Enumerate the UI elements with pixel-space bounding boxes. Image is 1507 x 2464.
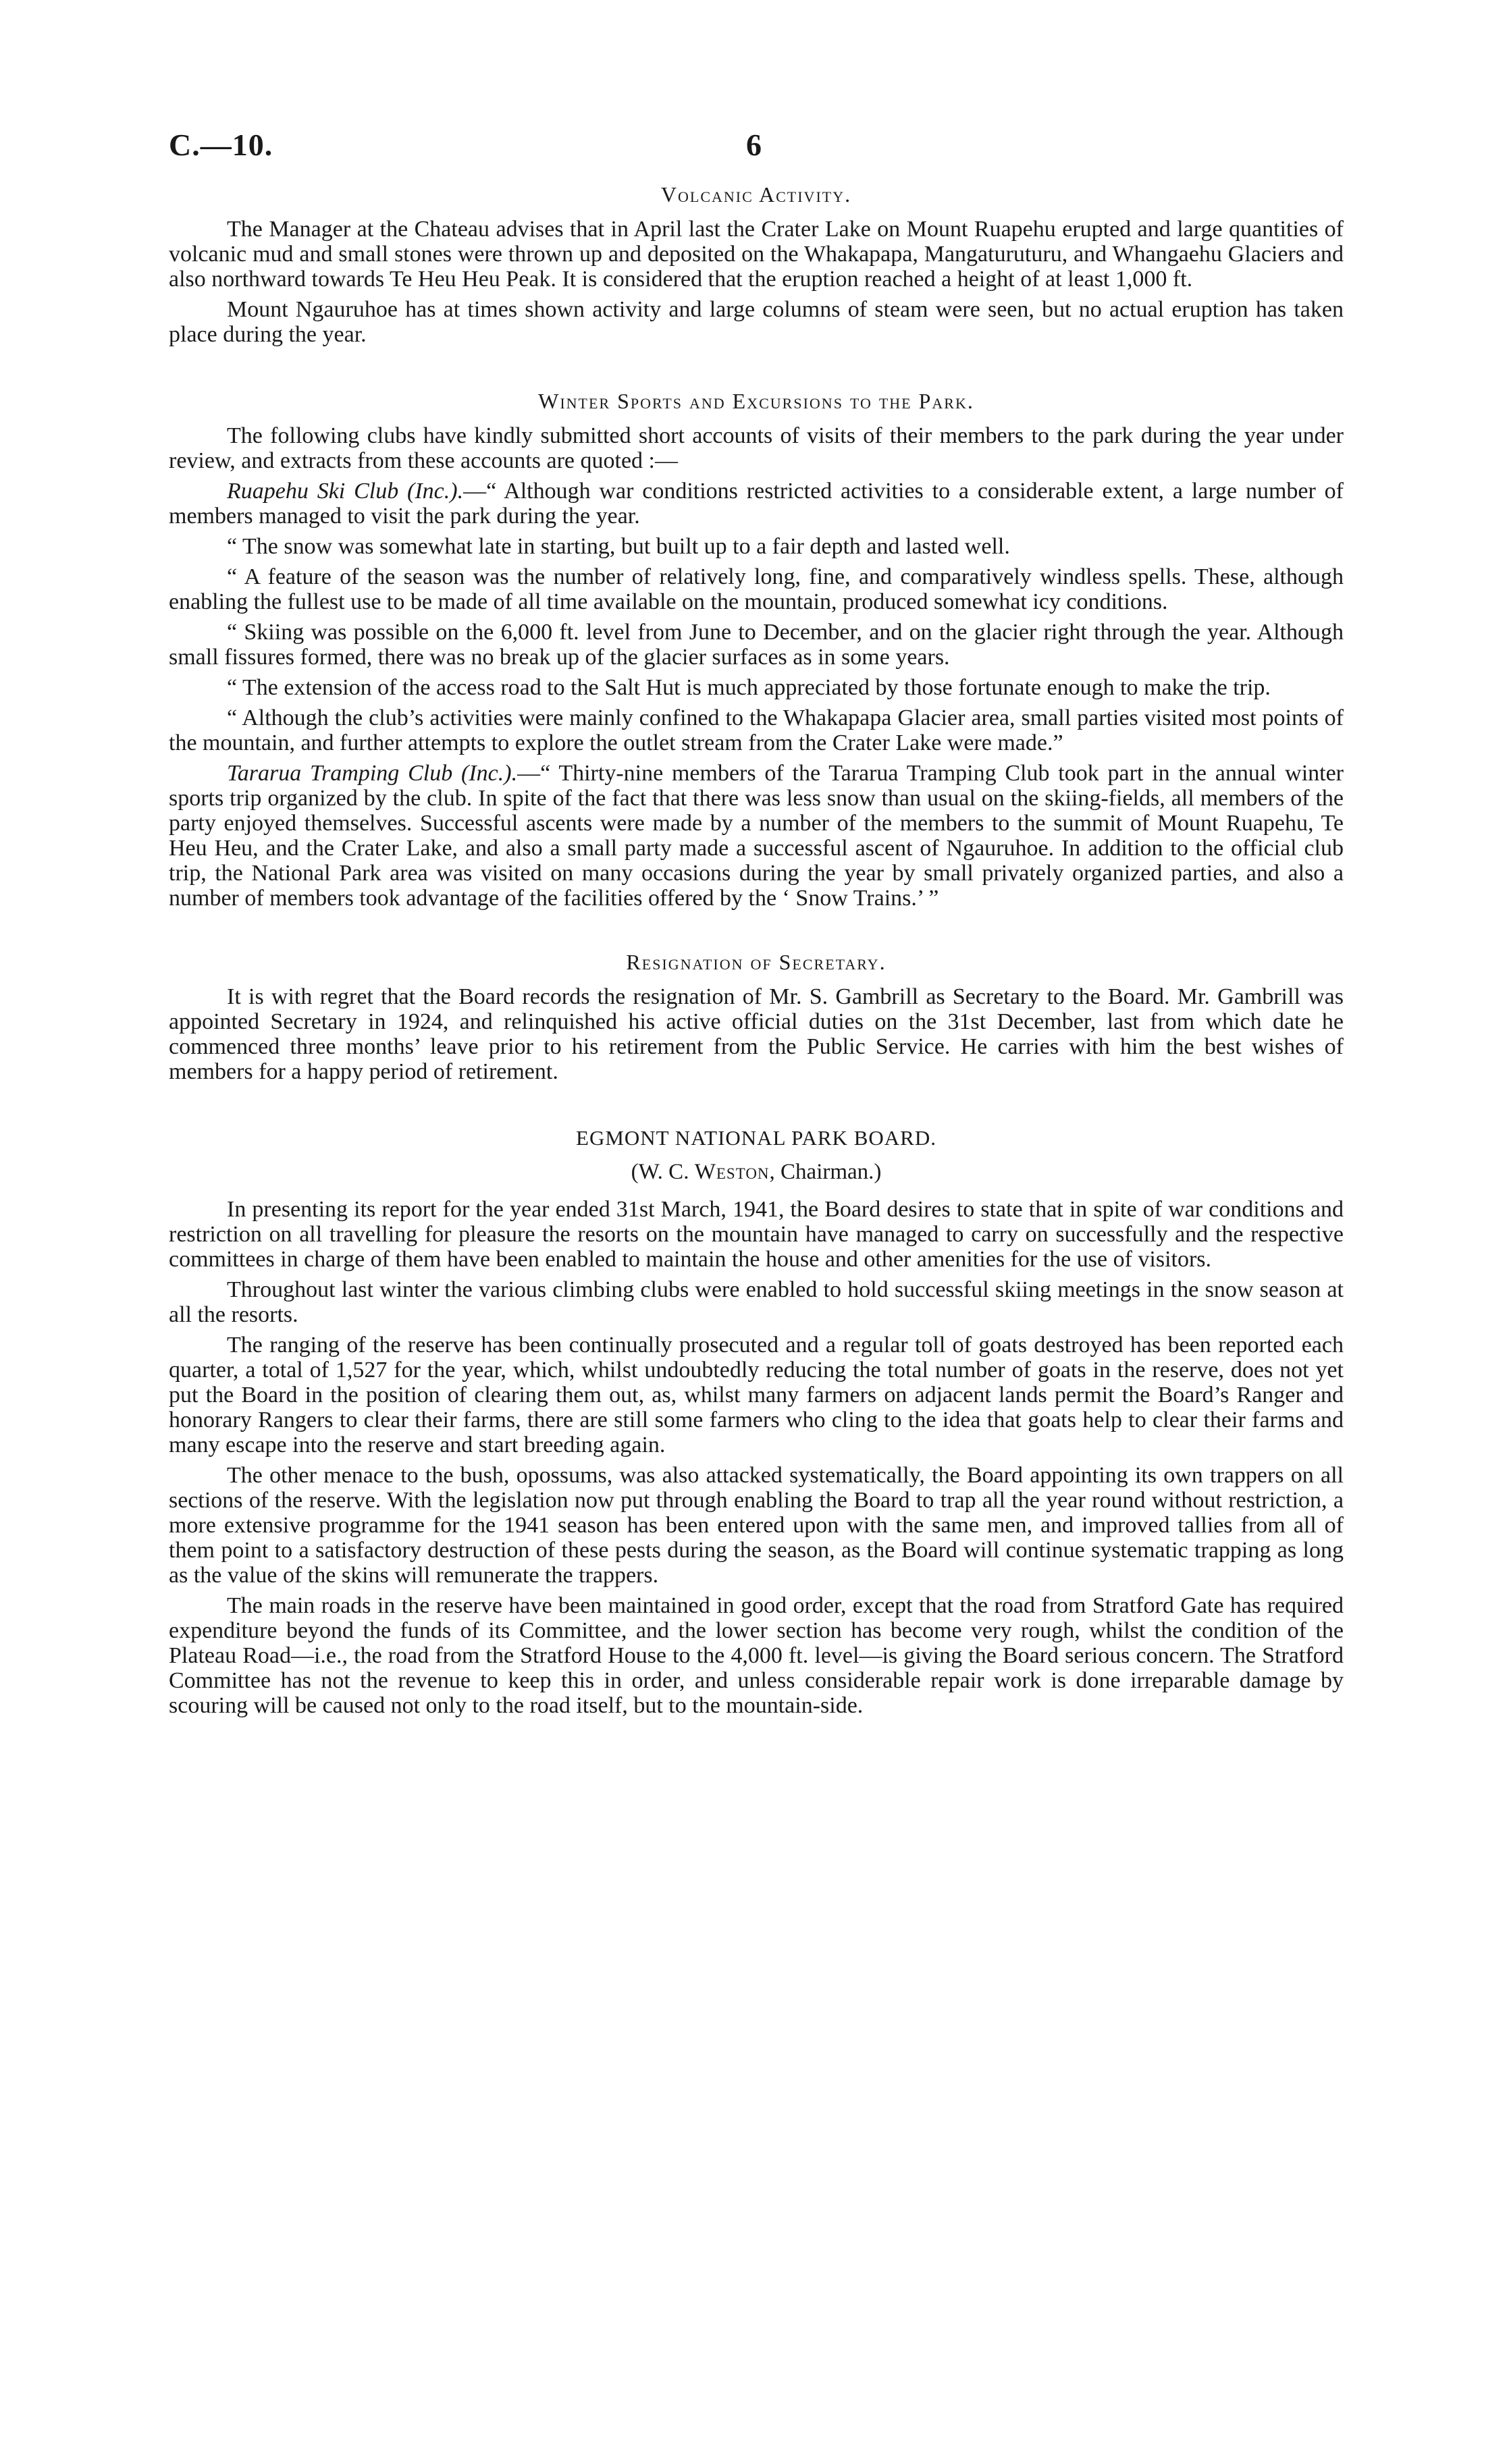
- club-name-ruapehu: Ruapehu Ski Club (Inc.).: [227, 479, 464, 504]
- paragraph: “ Although the club’s activities were mainly confined to the Whakapapa Glacier area, small parties visited most points of the mountain, and further attempts to explore the outlet stream from the Crater Lake were made.”: [169, 705, 1344, 755]
- chairman-prefix: (W. C.: [631, 1160, 695, 1184]
- paragraph: The main roads in the reserve have been maintained in good order, except that the road from Stratford Gate has required expenditure beyond the funds of its Committee, and the lower section has become very rough, whilst the condition of the Plateau Road—i.e., the road from the Stratford House to the 4,000 ft. level—is giving the Board serious concern. The Stratford Committee has not the revenue to keep this in order, and unless considerable repair work is done irreparable damage by scouring will be caused not only to the road itself, but to the mountain-side.: [169, 1593, 1344, 1718]
- club-report-text: —“ Although war conditions restricted activities to a considerable extent, a large number of members managed to visit the park during the year.: [169, 479, 1344, 529]
- section-heading-winter-sports: Winter Sports and Excursions to the Park.: [538, 389, 974, 413]
- club-name-tararua: Tararua Tramping Club (Inc.).: [227, 761, 518, 786]
- paragraph: Mount Ngauruhoe has at times shown activity and large columns of steam were seen, but no actual eruption has taken place during the year.: [169, 297, 1344, 347]
- club-report-text: —“ Thirty-nine members of the Tararua Tramping Club took part in the annual winter sports trip organized by the club. In spite of the fact that there was less snow than usual on the skiing-fields, all members of the party enjoyed themselves. Successful ascents were made by a number of the members to the summit of Mount Ruapehu, Te Heu Heu, and the Crater Lake, and also a small party made a successful ascent of Ngauruhoe. In addition to the official club trip, the National Park area was visited on many occasions during the year by small privately organized parties, and also a number of members took advantage of the facilities offered by the ‘ Snow Trains.’ ”: [169, 761, 1344, 911]
- board-title: EGMONT NATIONAL PARK BOARD.: [576, 1126, 936, 1150]
- paragraph: “ A feature of the season was the number of relatively long, fine, and comparatively windless spells. These, although enabling the fullest use to be made of all time available on the mountain, produced somewhat icy conditions.: [169, 564, 1344, 614]
- paragraph: “ Skiing was possible on the 6,000 ft. level from June to December, and on the glacier right through the year. Although small fissures formed, there was no break up of the glacier surfaces as in some years.: [169, 620, 1344, 670]
- paragraph: The other menace to the bush, opossums, was also attacked systematically, the Board appointing its own trappers on all sections of the reserve. With the legislation now put through enabling the Board to trap all the year round without restriction, a more extensive programme for the 1941 season has been entered upon with the same men, and improved tallies from all of them point to a satisfactory destruction of these pests during the season, as the Board will continue systematic trapping as long as the value of the skins will remunerate the trappers.: [169, 1463, 1344, 1588]
- paragraph: “ The extension of the access road to the Salt Hut is much appreciated by those fortunate enough to make the trip.: [227, 675, 1271, 700]
- paragraph: Throughout last winter the various climbing clubs were enabled to hold successful skiing meetings in the snow season at all the resorts.: [169, 1277, 1344, 1327]
- page-number: 6: [746, 128, 762, 162]
- document-reference: C.—10.: [169, 128, 273, 162]
- chairman-name: Weston: [694, 1160, 770, 1184]
- section-heading-volcanic-activity: Volcanic Activity.: [660, 182, 852, 207]
- section-heading-resignation: Resignation of Secretary.: [626, 950, 887, 974]
- page-header: [169, 127, 1344, 167]
- board-chairman: [169, 1160, 1344, 1185]
- paragraph: In presenting its report for the year ended 31st March, 1941, the Board desires to state that in spite of war conditions and restriction on all travelling for pleasure the resorts on the mountain have managed to carry on successfully and the respective committees in charge of them have been enabled to maintain the house and other amenities for the use of visitors.: [169, 1197, 1344, 1272]
- paragraph: The Manager at the Chateau advises that in April last the Crater Lake on Mount Ruapehu erupted and large quantities of volcanic mud and small stones were thrown up and deposited on the Whakapapa, Mangaturuturu, and Whangaehu Glaciers and also northward towards Te Heu Heu Peak. It is considered that the eruption reached a height of at least 1,000 ft.: [169, 217, 1344, 292]
- paragraph: It is with regret that the Board records the resignation of Mr. S. Gambrill as Secretary to the Board. Mr. Gambrill was appointed Secretary in 1924, and relinquished his active official duties on the 31st December, last from which date he commenced three months’ leave prior to his retirement from the Public Service. He carries with him the best wishes of members for a happy period of retirement.: [169, 984, 1344, 1084]
- page-body: [169, 182, 1344, 1723]
- paragraph: “ The snow was somewhat late in starting, but built up to a fair depth and lasted well.: [227, 534, 1010, 559]
- paragraph-ski-club: [169, 479, 1344, 529]
- paragraph: The ranging of the reserve has been continually prosecuted and a regular toll of goats destroyed has been reported each quarter, a total of 1,527 for the year, which, whilst undoubtedly reducing the total number of goats in the reserve, does not yet put the Board in the position of clearing them out, as, whilst many farmers on adjacent lands permit the Board’s Ranger and honorary Rangers to clear their farms, there are still some farmers who cling to the idea that goats help to clear their farms and many escape into the reserve and start breeding again.: [169, 1333, 1344, 1457]
- paragraph: The following clubs have kindly submitted short accounts of visits of their members to the park during the year under review, and extracts from these accounts are quoted :—: [169, 423, 1344, 473]
- paragraph-tramping-club: [169, 761, 1344, 911]
- chairman-suffix: , Chairman.): [769, 1160, 882, 1184]
